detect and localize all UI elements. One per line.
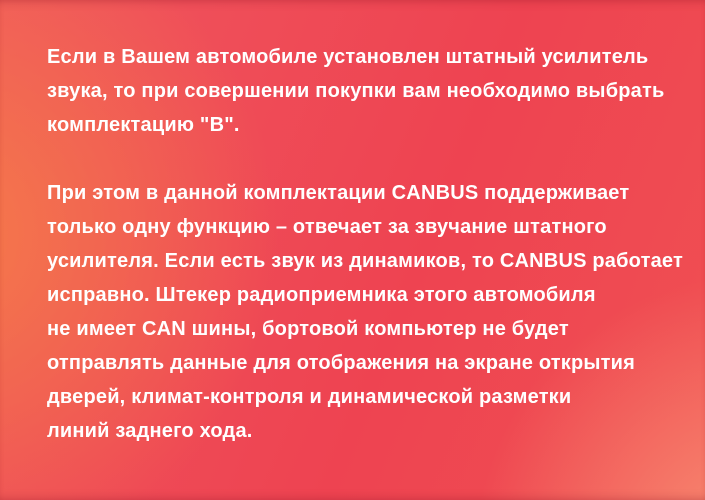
text-line: отправлять данные для отображения на экране открытия xyxy=(47,352,636,374)
text-line: только одну функцию – отвечает за звучание штатного xyxy=(47,216,607,238)
text-line: дверей, климат-контроля и динамической разметки xyxy=(47,386,572,408)
text-line: При этом в данной комплектации CANBUS поддерживает xyxy=(47,182,630,204)
text-line: комплектацию "В". xyxy=(47,114,240,136)
text-line: исправно. Штекер радиоприемника этого автомобиля xyxy=(47,284,596,306)
text-block xyxy=(47,40,693,448)
text-line: усилителя. Если есть звук из динамиков, то CANBUS работает xyxy=(47,250,683,272)
text-line: Если в Вашем автомобиле установлен штатный усилитель xyxy=(47,46,649,68)
text-line: линий заднего хода. xyxy=(47,420,253,442)
paragraph-1 xyxy=(47,40,693,142)
paragraph-2 xyxy=(47,176,693,448)
text-line: не имеет CAN шины, бортовой компьютер не будет xyxy=(47,318,569,340)
text-line: звука, то при совершении покупки вам необходимо выбрать xyxy=(47,80,665,102)
